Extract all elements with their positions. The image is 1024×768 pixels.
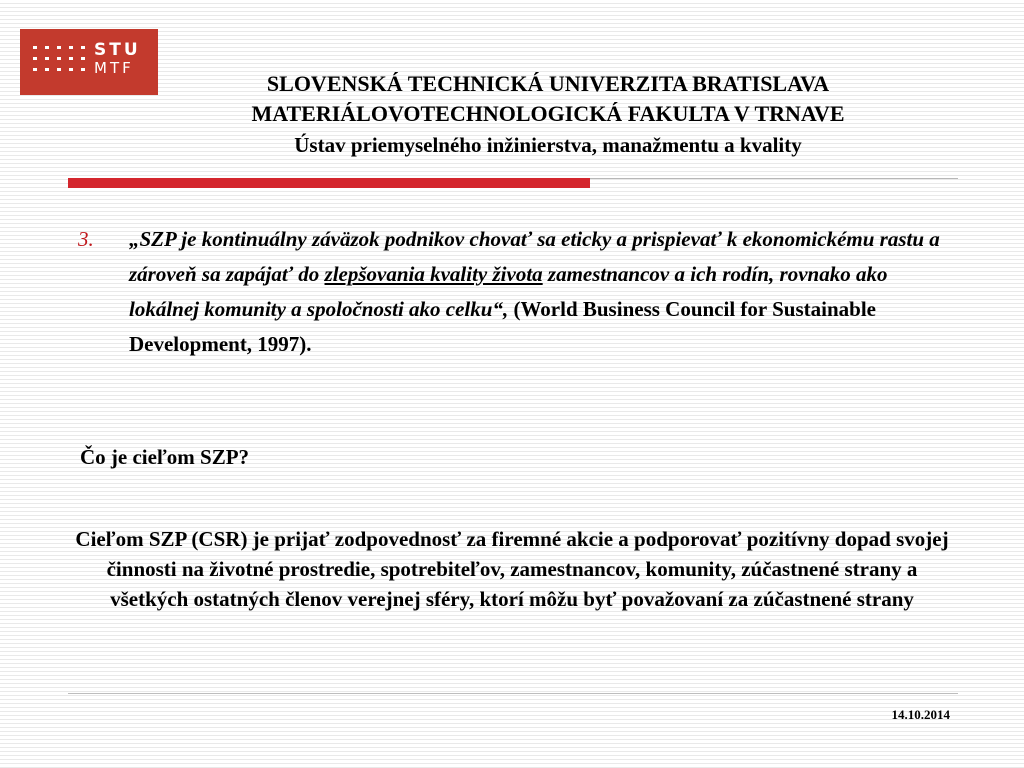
slide-header [100,69,996,161]
logo-line-mtf: MTF [94,59,134,77]
question-text: Čo je cieľom SZP? [80,445,250,469]
logo-line-stu: STU [94,40,141,60]
divider-gray-line [590,178,958,179]
item-number: 3. [78,227,94,251]
quote-text-end: zamestnancov a ich rodín, rovnako ako lokálnej komunity a spoločnosti ako celku“, [129,262,888,321]
quote-text-start: „SZP je kontinuálny záväzok podnikov chovať sa eticky a prispievať k ekonomickému rastu a zároveň sa zapájať do [129,227,940,286]
quote-source: (World Business Council for Sustainable Development, 1997). [129,297,876,356]
divider-red-bar [68,178,590,188]
slide-date: 14.10.2014 [891,707,950,722]
quote-underlined-text: zlepšovania kvality života [324,262,543,286]
answer-text: Cieľom SZP (CSR) je prijať zodpovednosť za firemné akcie a podporovať pozitívny dopad svojej činnosti na životné prostredie, spotrebiteľov, zamestnancov, komunity, zúčastnené strany a všetkých ostatných členov verejnej sféry, ktorí môžu byť považovaní za zúčastnené strany [75,527,949,611]
faculty-title: MATERIÁLOVOTECHNOLOGICKÁ FAKULTA V TRNAVE [251,101,845,126]
item-quote [129,222,949,362]
dot-grid-icon [32,43,88,83]
footer-divider [68,693,958,694]
university-title: SLOVENSKÁ TECHNICKÁ UNIVERZITA BRATISLAVA [266,71,830,96]
institute-title: Ústav priemyselného inžinierstva, manažmentu a kvality [294,133,802,157]
header-divider [68,178,958,190]
